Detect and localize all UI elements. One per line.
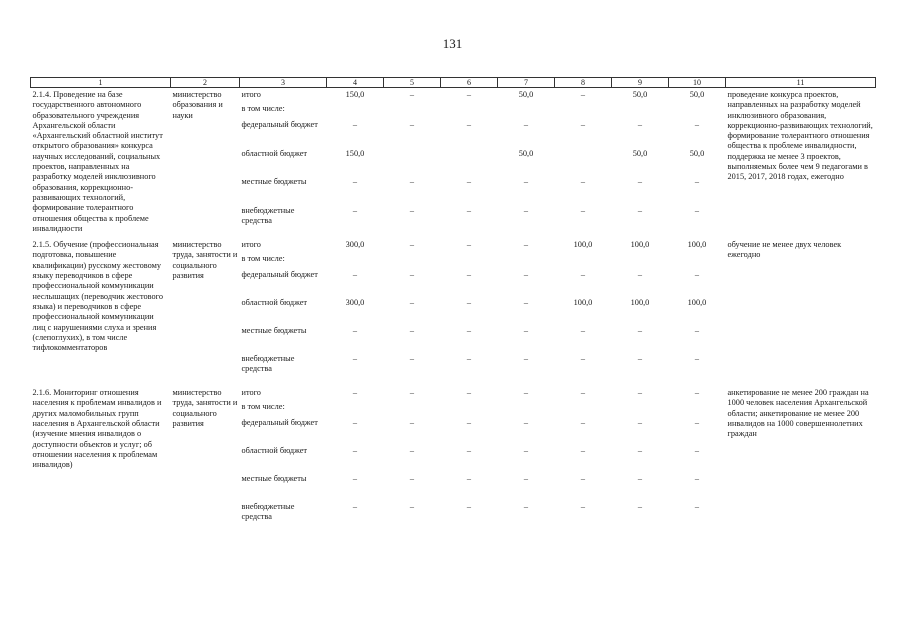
funding-value: – xyxy=(580,474,586,484)
table-row xyxy=(31,88,876,105)
funding-value: – xyxy=(523,120,529,130)
funding-source: в том числе: xyxy=(241,254,285,264)
funding-value: – xyxy=(352,502,358,512)
funding-value: – xyxy=(352,474,358,484)
funding-source: внебюджетные средства xyxy=(241,502,295,522)
funding-value xyxy=(384,402,441,418)
funding-value: 100,0 xyxy=(687,298,707,308)
responsible-executor: министерство образования и науки xyxy=(172,90,223,120)
expected-result: анкетирование не менее 200 граждан на 1000 человек населения Архангельской области; анкетирование не менее 200 инвалидов на 1000 совершеннолетних граждан xyxy=(727,388,869,439)
funding-value: 50,0 xyxy=(518,90,534,99)
funding-value: – xyxy=(466,205,472,215)
funding-value: – xyxy=(580,120,586,130)
funding-source: в том числе: xyxy=(241,104,285,114)
funding-value: – xyxy=(352,270,358,280)
funding-value: – xyxy=(637,326,643,336)
column-number: 7 xyxy=(498,78,555,88)
funding-value: 150,0 xyxy=(345,90,365,99)
funding-value: – xyxy=(409,177,415,187)
funding-value: – xyxy=(409,120,415,130)
funding-value: – xyxy=(637,474,643,484)
funding-value: 300,0 xyxy=(345,240,365,250)
funding-value: – xyxy=(409,354,415,364)
page-number: 131 xyxy=(442,36,463,51)
funding-value: – xyxy=(637,446,643,456)
column-number: 6 xyxy=(441,78,498,88)
funding-value xyxy=(384,254,441,270)
funding-value: – xyxy=(694,354,700,364)
funding-value: – xyxy=(352,205,358,215)
table-row xyxy=(31,382,876,402)
measure-description: 2.1.6. Мониторинг отношения населения к проблемам инвалидов и других маломобильных групп населения в Архангельской области (изучение мнения инвалидов о доступности объектов и услуг; об отношении населения к проблемам инвалидов) xyxy=(32,388,162,470)
funding-value: – xyxy=(637,418,643,428)
funding-value: 100,0 xyxy=(630,240,650,250)
funding-value: – xyxy=(523,270,529,280)
funding-source: областной бюджет xyxy=(241,298,308,308)
funding-source: итого xyxy=(241,90,261,99)
funding-value: – xyxy=(409,90,415,99)
funding-value: – xyxy=(466,502,472,512)
funding-source: внебюджетные средства xyxy=(241,205,295,225)
funding-value: – xyxy=(637,354,643,364)
funding-value: – xyxy=(523,177,529,187)
funding-value: – xyxy=(466,240,472,250)
funding-value: – xyxy=(523,418,529,428)
funding-value: 50,0 xyxy=(518,148,534,158)
measure-description: 2.1.4. Проведение на базе государственного автономного образовательного учреждения Архангельской области «Архангельский областной институт открытого образования» конкурса научных исследований, социальных проектов, направленных на разработку моделей инклюзивного образования, коррекционно-развивающих технологий, формирование толерантного отношения общества к проблеме инвалидности xyxy=(32,90,163,233)
funding-source: итого xyxy=(241,240,261,250)
funding-value: 50,0 xyxy=(632,148,648,158)
funding-value: – xyxy=(580,326,586,336)
funding-value xyxy=(327,254,384,270)
funding-value: – xyxy=(694,120,700,130)
funding-value xyxy=(384,104,441,120)
column-number: 3 xyxy=(240,78,327,88)
funding-value: – xyxy=(523,474,529,484)
funding-source: местные бюджеты xyxy=(241,177,307,187)
funding-value xyxy=(669,104,726,120)
funding-value: – xyxy=(352,177,358,187)
funding-value: – xyxy=(637,270,643,280)
funding-value: – xyxy=(694,205,700,215)
funding-value: – xyxy=(637,388,643,398)
funding-value: – xyxy=(409,474,415,484)
funding-value: – xyxy=(637,205,643,215)
funding-value xyxy=(669,254,726,270)
funding-value: – xyxy=(352,326,358,336)
funding-value: – xyxy=(409,205,415,215)
expected-result: проведение конкурса проектов, направленных на разработку моделей инклюзивного образования, коррекционно-развивающих технологий, формирование толерантного отношения общества к проблеме инвалидности, поддержка не менее 3 проектов, выполняемых более чем 9 педагогами в 2015, 2017, 2018 годах, ежегодно xyxy=(727,90,873,182)
column-number-header xyxy=(31,78,876,88)
funding-value: – xyxy=(694,418,700,428)
funding-value: – xyxy=(580,388,586,398)
funding-value xyxy=(612,104,669,120)
funding-value: – xyxy=(466,177,472,187)
funding-value: 300,0 xyxy=(345,298,365,308)
funding-source: местные бюджеты xyxy=(241,326,307,336)
funding-source: федеральный бюджет xyxy=(241,120,318,130)
column-number: 9 xyxy=(612,78,669,88)
funding-value: – xyxy=(409,270,415,280)
funding-value: – xyxy=(580,418,586,428)
funding-value: – xyxy=(466,474,472,484)
funding-source: областной бюджет xyxy=(241,446,308,456)
funding-value: 100,0 xyxy=(573,298,593,308)
funding-source: федеральный бюджет xyxy=(241,418,318,428)
funding-value: – xyxy=(409,326,415,336)
funding-value: 100,0 xyxy=(630,298,650,308)
funding-value xyxy=(498,104,555,120)
funding-value: – xyxy=(637,177,643,187)
funding-value: – xyxy=(409,502,415,512)
funding-value: – xyxy=(466,388,472,398)
funding-source: областной бюджет xyxy=(241,148,308,158)
funding-source: итого xyxy=(241,388,261,398)
funding-value: – xyxy=(409,240,415,250)
funding-source: местные бюджеты xyxy=(241,474,307,484)
funding-value: – xyxy=(466,298,472,308)
funding-value xyxy=(669,402,726,418)
funding-value: – xyxy=(694,270,700,280)
column-number: 2 xyxy=(171,78,240,88)
funding-source: федеральный бюджет xyxy=(241,270,318,280)
funding-value: – xyxy=(694,474,700,484)
funding-value: – xyxy=(694,177,700,187)
funding-value: 100,0 xyxy=(573,240,593,250)
funding-value xyxy=(612,254,669,270)
funding-value: – xyxy=(694,388,700,398)
table-row xyxy=(31,234,876,254)
funding-value: – xyxy=(466,354,472,364)
funding-value: – xyxy=(580,502,586,512)
funding-value: – xyxy=(580,270,586,280)
funding-value: – xyxy=(694,502,700,512)
funding-value: – xyxy=(523,446,529,456)
funding-value: – xyxy=(409,446,415,456)
funding-value: 50,0 xyxy=(689,90,705,99)
funding-value: 100,0 xyxy=(687,240,707,250)
funding-value: – xyxy=(523,240,529,250)
column-number: 8 xyxy=(555,78,612,88)
column-number: 11 xyxy=(726,78,876,88)
expected-result: обучение не менее двух человек ежегодно xyxy=(727,240,842,260)
funding-value: – xyxy=(523,388,529,398)
funding-value: – xyxy=(466,90,472,99)
funding-value xyxy=(555,254,612,270)
funding-value: – xyxy=(352,354,358,364)
funding-value xyxy=(555,402,612,418)
funding-value: – xyxy=(466,270,472,280)
funding-value: – xyxy=(352,446,358,456)
column-number: 4 xyxy=(327,78,384,88)
funding-value: – xyxy=(409,298,415,308)
funding-value: – xyxy=(523,502,529,512)
funding-value xyxy=(498,402,555,418)
funding-value: 50,0 xyxy=(632,90,648,99)
funding-value xyxy=(441,402,498,418)
funding-value: – xyxy=(409,388,415,398)
funding-value xyxy=(441,254,498,270)
funding-value: – xyxy=(637,120,643,130)
funding-value xyxy=(327,104,384,120)
funding-value xyxy=(612,402,669,418)
table-body xyxy=(31,88,876,531)
funding-value xyxy=(327,402,384,418)
column-number: 1 xyxy=(31,78,171,88)
measure-description: 2.1.5. Обучение (профессиональная подготовка, повышение квалификации) русскому жестовому языку переводчиков в сфере профессиональной коммуникации неслышащих (переводчик жестового языка) и переводчиков в сфере профессиональной коммуникации лиц с нарушениями слуха и зрения (слепоглухих), в том числе тифлокомментаторов xyxy=(32,240,163,353)
funding-value: – xyxy=(580,354,586,364)
funding-value: – xyxy=(523,205,529,215)
funding-value xyxy=(555,104,612,120)
funding-value: – xyxy=(466,120,472,130)
funding-value: – xyxy=(352,120,358,130)
funding-value xyxy=(555,149,612,177)
funding-value: – xyxy=(466,446,472,456)
funding-value: – xyxy=(694,326,700,336)
funding-value xyxy=(441,149,498,177)
funding-value: – xyxy=(409,418,415,428)
column-number: 5 xyxy=(384,78,441,88)
funding-value: – xyxy=(466,418,472,428)
funding-value: 50,0 xyxy=(689,148,705,158)
funding-value: – xyxy=(580,446,586,456)
responsible-executor: министерство труда, занятости и социального развития xyxy=(172,388,238,429)
funding-value: – xyxy=(352,418,358,428)
funding-value: – xyxy=(580,205,586,215)
funding-value: – xyxy=(523,354,529,364)
funding-value: 150,0 xyxy=(345,148,365,158)
funding-value xyxy=(384,149,441,177)
responsible-executor: министерство труда, занятости и социального развития xyxy=(172,240,238,281)
funding-value: – xyxy=(523,326,529,336)
funding-source: в том числе: xyxy=(241,402,285,412)
funding-source: внебюджетные средства xyxy=(241,354,295,374)
column-number: 10 xyxy=(669,78,726,88)
funding-value: – xyxy=(694,446,700,456)
funding-value: – xyxy=(580,177,586,187)
funding-value: – xyxy=(352,388,358,398)
funding-value: – xyxy=(580,90,586,99)
program-budget-table xyxy=(30,77,876,530)
funding-value xyxy=(441,104,498,120)
funding-value: – xyxy=(637,502,643,512)
funding-value xyxy=(498,254,555,270)
funding-value: – xyxy=(466,326,472,336)
funding-value: – xyxy=(523,298,529,308)
